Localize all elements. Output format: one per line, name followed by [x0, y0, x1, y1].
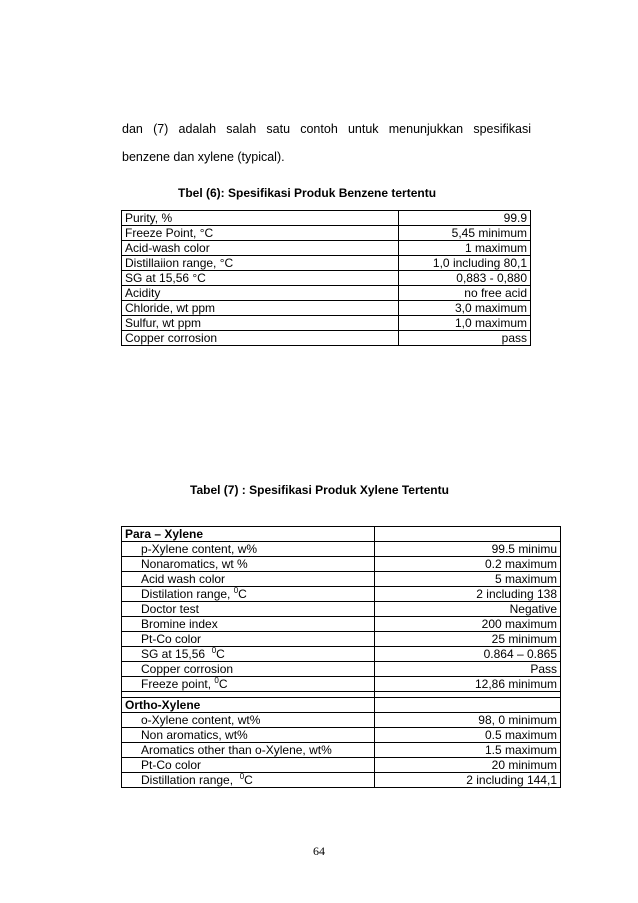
- spec-label: Aromatics other than o-Xylene, wt%: [122, 743, 375, 758]
- spec-label: Pt-Co color: [122, 758, 375, 773]
- section-heading-row: [122, 527, 561, 542]
- table-row: [122, 728, 561, 743]
- label-unit: C: [238, 587, 247, 601]
- spec-value: 1,0 including 80,1: [399, 256, 531, 271]
- table-row: [122, 617, 561, 632]
- table6-caption: Tbel (6): Spesifikasi Produk Benzene tertentu: [178, 186, 437, 200]
- spec-value: 98, 0 minimum: [375, 713, 561, 728]
- spec-label: Distillaiion range, °C: [122, 256, 399, 271]
- ortho-xylene-heading: Ortho-Xylene: [122, 698, 375, 713]
- spec-value: 99.9: [399, 211, 531, 226]
- spec-value: 12,86 minimum: [375, 677, 561, 692]
- spec-value: Negative: [375, 602, 561, 617]
- table-row: [122, 572, 561, 587]
- spec-value: no free acid: [399, 286, 531, 301]
- spec-label: Non aromatics, wt%: [122, 728, 375, 743]
- spec-label: [122, 677, 375, 692]
- spec-label: Copper corrosion: [122, 662, 375, 677]
- table-row: [122, 743, 561, 758]
- spec-label: Pt-Co color: [122, 632, 375, 647]
- spec-value: 20 minimum: [375, 758, 561, 773]
- spec-label: Acidity: [122, 286, 399, 301]
- table-row: [122, 647, 561, 662]
- spec-label: [122, 773, 375, 788]
- table-row: [122, 316, 531, 331]
- spec-label: Purity, %: [122, 211, 399, 226]
- label-text: Distilation range,: [141, 587, 234, 601]
- table-row: [122, 662, 561, 677]
- table-row: [122, 542, 561, 557]
- spec-label: [122, 587, 375, 602]
- page-number: 64: [313, 844, 325, 858]
- table-row: [122, 271, 531, 286]
- spec-value: 99.5 minimu: [375, 542, 561, 557]
- spec-value: pass: [399, 331, 531, 346]
- spec-value: 5 maximum: [375, 572, 561, 587]
- spec-value: 0.5 maximum: [375, 728, 561, 743]
- table-row: [122, 256, 531, 271]
- spec-value: 3,0 maximum: [399, 301, 531, 316]
- spec-label: Acid-wash color: [122, 241, 399, 256]
- table-row: [122, 587, 561, 602]
- spec-value: 0.2 maximum: [375, 557, 561, 572]
- table-row: [122, 602, 561, 617]
- spec-label: [122, 647, 375, 662]
- spec-value: 5,45 minimum: [399, 226, 531, 241]
- spec-value: 25 minimum: [375, 632, 561, 647]
- spec-label: Chloride, wt ppm: [122, 301, 399, 316]
- spec-label: Freeze Point, °C: [122, 226, 399, 241]
- spec-label: p-Xylene content, w%: [122, 542, 375, 557]
- spec-value: Pass: [375, 662, 561, 677]
- label-text: Distillation range,: [141, 773, 240, 787]
- spec-value: 1 maximum: [399, 241, 531, 256]
- degree-superscript: 0: [211, 646, 217, 655]
- intro-paragraph: [122, 117, 531, 170]
- spec-label: Acid wash color: [122, 572, 375, 587]
- table-row: [122, 331, 531, 346]
- table-row: [122, 632, 561, 647]
- xylene-spec-table: [121, 526, 561, 788]
- table-row: [122, 241, 531, 256]
- table-row: [122, 677, 561, 692]
- spec-value: 0.864 – 0.865: [375, 647, 561, 662]
- label-unit: C: [244, 773, 253, 787]
- benzene-spec-table: [121, 210, 531, 346]
- label-text: SG at 15,56: [141, 647, 212, 661]
- para-xylene-heading: Para – Xylene: [122, 527, 375, 542]
- spec-label: SG at 15,56 °C: [122, 271, 399, 286]
- spec-label: o-Xylene content, wt%: [122, 713, 375, 728]
- degree-superscript: 0: [239, 772, 245, 781]
- degree-superscript: 0: [214, 676, 219, 685]
- spec-label: Bromine index: [122, 617, 375, 632]
- empty-cell: [375, 527, 561, 542]
- intro-line-1: dan (7) adalah salah satu contoh untuk menunjukkan spesifikasi: [122, 122, 531, 136]
- spec-label: Sulfur, wt ppm: [122, 316, 399, 331]
- spec-label: Doctor test: [122, 602, 375, 617]
- table-row: [122, 286, 531, 301]
- intro-line-2: benzene dan xylene (typical).: [122, 150, 285, 164]
- table-row: [122, 211, 531, 226]
- table-row: [122, 758, 561, 773]
- spec-value: 2 including 144,1: [375, 773, 561, 788]
- table-row: [122, 301, 531, 316]
- spec-value: 2 including 138: [375, 587, 561, 602]
- table-row: [122, 713, 561, 728]
- spec-value: 1.5 maximum: [375, 743, 561, 758]
- table-row: [122, 773, 561, 788]
- table7-caption: Tabel (7) : Spesifikasi Produk Xylene Tertentu: [190, 483, 449, 497]
- spec-label: Copper corrosion: [122, 331, 399, 346]
- spec-value: 1,0 maximum: [399, 316, 531, 331]
- table-row: [122, 557, 561, 572]
- spec-value: 0,883 - 0,880: [399, 271, 531, 286]
- empty-cell: [375, 698, 561, 713]
- label-unit: C: [218, 677, 228, 691]
- spec-label: Nonaromatics, wt %: [122, 557, 375, 572]
- label-text: Freeze point,: [141, 677, 215, 691]
- degree-superscript: 0: [233, 586, 239, 595]
- label-unit: C: [216, 647, 225, 661]
- section-heading-row: [122, 698, 561, 713]
- table-row: [122, 226, 531, 241]
- spec-value: 200 maximum: [375, 617, 561, 632]
